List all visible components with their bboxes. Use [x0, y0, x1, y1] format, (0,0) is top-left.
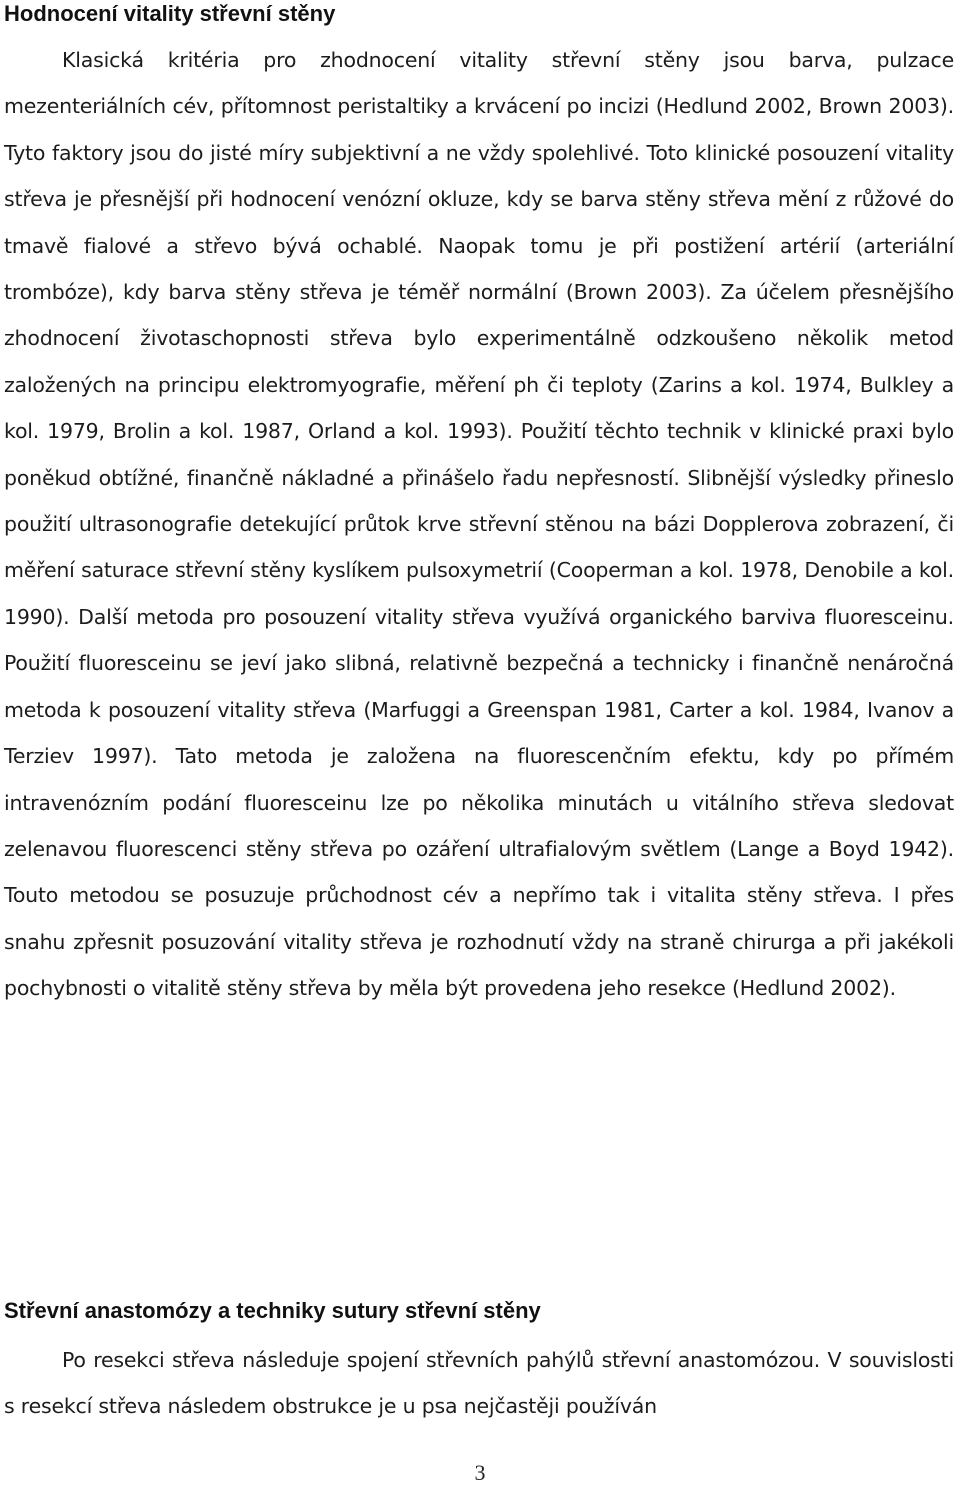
section-heading-anastomosis: Střevní anastomózy a techniky sutury střevní stěny	[4, 1298, 541, 1323]
page-number: 3	[474, 1460, 486, 1485]
paragraph-vitality: Klasická kritéria pro zhodnocení vitality střevní stěny jsou barva, pulzace mezenteriálních cév, přítomnost peristaltiky a krvácení po incizi (Hedlund 2002, Brown 2003). Tyto faktory jsou do jisté míry subjektivní a ne vždy spolehlivé. Toto klinické posouzení vitality střeva je přesnější při hodnocení venózní okluze, kdy se barva stěny střeva mění z růžové do tmavě fialové a střevo bývá ochablé. Naopak tomu je při postižení artérií (arteriální trombóze), kdy barva stěny střeva je téměř normální (Brown 2003). Za účelem přesnějšího zhodnocení životaschopnosti střeva bylo experimentálně odzkoušeno několik metod založených na principu elektromyografie, měření ph či teploty (Zarins a kol. 1974, Bulkley a kol. 1979, Brolin a kol. 1987, Orland a kol. 1993). Použití těchto technik v klinické praxi bylo poněkud obtížné, finančně nákladné a přinášelo řadu nepřesností. Slibnější výsledky přineslo použití ultrasonografie detekující průtok krve střevní stěnou na bázi Dopplerova zobrazení, či měření saturace střevní stěny kyslíkem pulsoxymetrií (Cooperman a kol. 1978, Denobile a kol. 1990). Další metoda pro posouzení vitality střeva využívá organického barviva fluoresceinu. Použití fluoresceinu se jeví jako slibná, relativně bezpečná a technicky i finančně nenáročná metoda k posouzení vitality střeva (Marfuggi a Greenspan 1981, Carter a kol. 1984, Ivanov a Terziev 1997). Tato metoda je založena na fluorescenčním efektu, kdy po přímém intravenózním podání fluoresceinu lze po několika minutách u vitálního střeva sledovat zelenavou fluorescenci stěny střeva po ozáření ultrafialovým světlem (Lange a Boyd 1942). Touto metodou se posuzuje průchodnost cév a nepřímo tak i vitalita stěny střeva. I přes snahu zpřesnit posuzování vitality střeva je rozhodnutí vždy na straně chirurga a při jakékoli pochybnosti o vitalitě stěny střeva by měla být provedena jeho resekce (Hedlund 2002).	[4, 48, 954, 1001]
section-heading-vitality: Hodnocení vitality střevní stěny	[4, 1, 336, 26]
paragraph-anastomosis: Po resekci střeva následuje spojení střevních pahýlů střevní anastomózou. V souvislosti s resekcí střeva následem obstrukce je u psa nejčastěji používán	[4, 1348, 954, 1419]
